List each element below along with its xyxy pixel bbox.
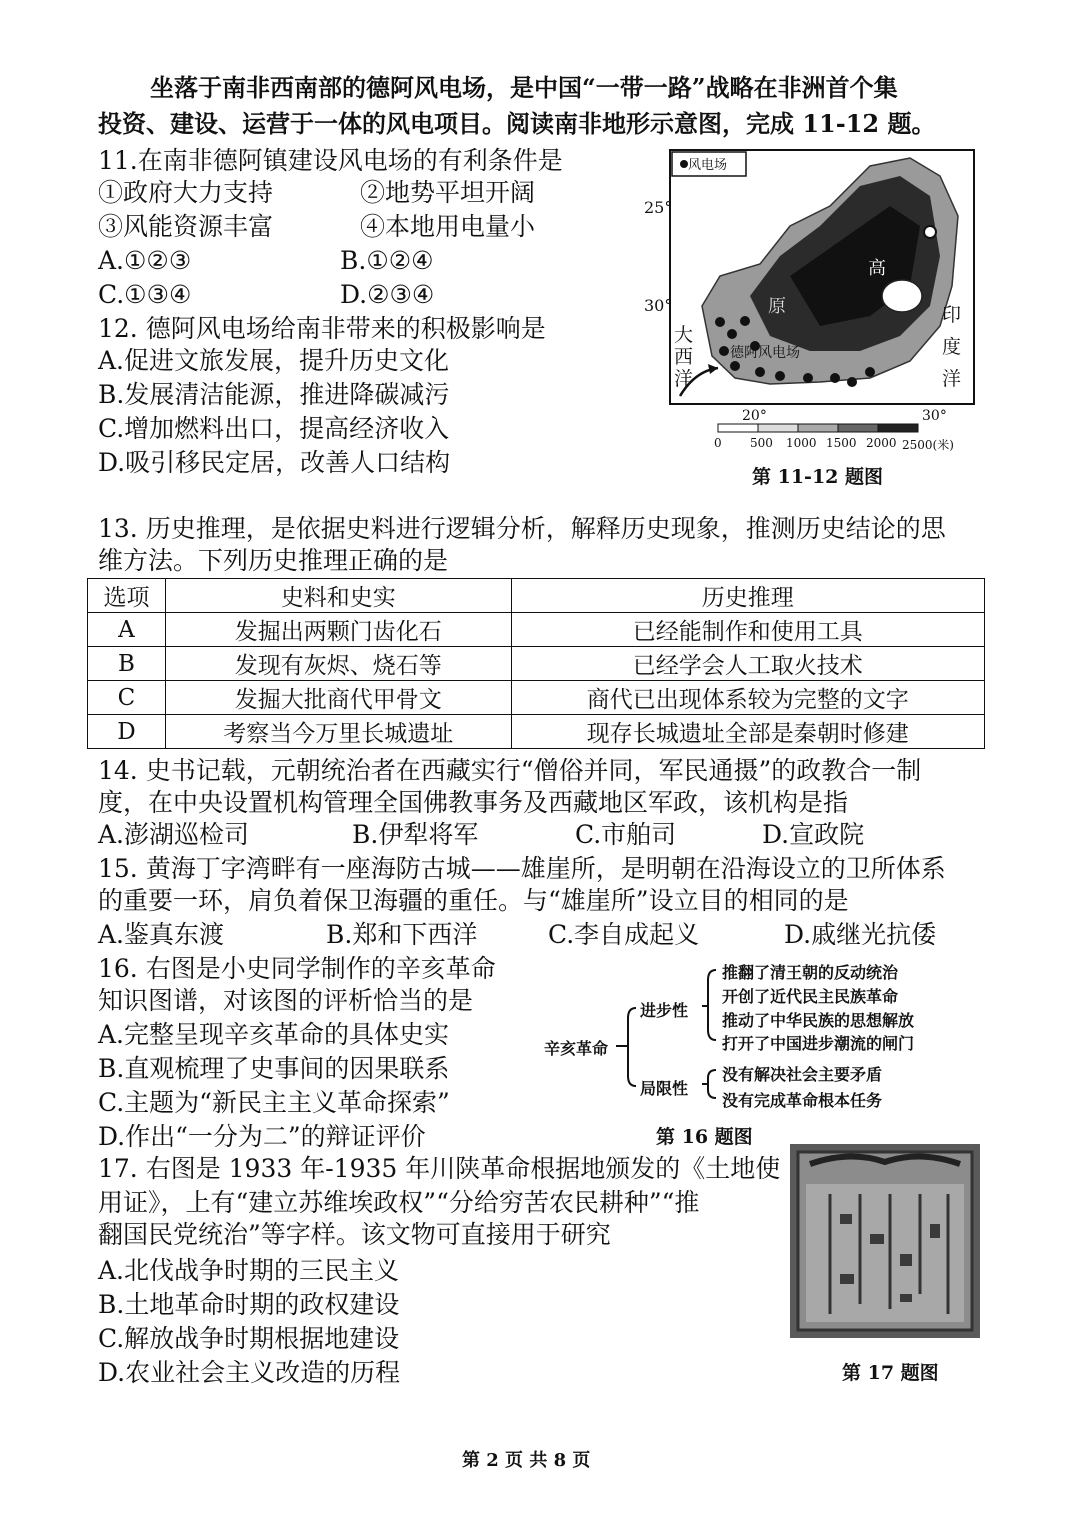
q12-option-a[interactable]: A.促进文旅发展，提升历史文化: [98, 346, 450, 375]
table-cell: 已经能制作和使用工具: [511, 613, 984, 647]
table-cell: A: [88, 613, 166, 647]
q11-option-d[interactable]: D.②③④: [340, 280, 435, 309]
q11-option-c[interactable]: C.①③④: [98, 280, 192, 309]
page-number: 第 2 页 共 8 页: [462, 1450, 591, 1471]
q16-option-a[interactable]: A.完整呈现辛亥革命的具体史实: [98, 1020, 450, 1049]
q16-stem-1: 16. 右图是小史同学制作的辛亥革命: [98, 954, 496, 983]
q15-stem-2: 的重要一环，肩负着保卫海疆的重任。与“雄崖所”设立目的相同的是: [98, 886, 849, 915]
south-africa-terrain-map: [640, 146, 980, 462]
q17-option-c[interactable]: C.解放战争时期根据地建设: [98, 1324, 400, 1353]
mindmap-limit: 局限性: [640, 1079, 689, 1098]
table-cell: 现存长城遗址全部是秦朝时修建: [511, 715, 984, 749]
q11-item-2: ②地势平坦开阔: [360, 178, 536, 207]
q11-item-1: ①政府大力支持: [98, 178, 274, 207]
q15-option-b[interactable]: B.郑和下西洋: [326, 920, 478, 949]
scale-0: 0: [714, 436, 722, 450]
atlantic-label-3: 洋: [674, 368, 694, 390]
q16-option-b[interactable]: B.直观梳理了史事间的因果联系: [98, 1054, 450, 1083]
table-header: 史料和史实: [165, 579, 511, 613]
table-cell: 发掘出两颗门齿化石: [165, 613, 511, 647]
map-legend-label: 风电场: [688, 158, 728, 173]
q15-option-c[interactable]: C.李自成起义: [548, 920, 700, 949]
scale-1000: 1000: [786, 436, 817, 450]
q14-option-d[interactable]: D.宣政院: [762, 820, 865, 849]
q17-stem-2: 用证》，上有“建立苏维埃政权”“分给穷苦农民耕种”“推: [98, 1188, 700, 1217]
intro-line-2: 投资、建设、运营于一体的风电项目。阅读南非地形示意图，完成 11-12 题。: [98, 109, 936, 138]
q13-stem-1: 13. 历史推理，是依据史料进行逻辑分析，解释历史现象，推测历史结论的思: [98, 514, 946, 543]
table-header: 历史推理: [511, 579, 984, 613]
indian-label-3: 洋: [942, 368, 962, 390]
q12-stem: 12. 德阿风电场给南非带来的积极影响是: [98, 314, 546, 343]
q14-stem-1: 14. 史书记载，元朝统治者在西藏实行“僧俗并同，军民通摄”的政教合一制: [98, 756, 922, 785]
plateau-label-1: 高: [868, 258, 886, 279]
scale-500: 500: [750, 436, 773, 450]
q11-stem: 11.在南非德阿镇建设风电场的有利条件是: [98, 146, 563, 175]
q12-option-b[interactable]: B.发展清洁能源，推进降碳减污: [98, 380, 450, 409]
indian-label-2: 度: [942, 336, 962, 358]
q17-option-a[interactable]: A.北伐战争时期的三民主义: [98, 1256, 400, 1285]
plateau-label-2: 原: [768, 296, 786, 317]
table-row: [88, 681, 985, 715]
intro-line-1: 坐落于南非西南部的德阿风电场，是中国“一带一路”战略在非洲首个集: [150, 73, 898, 102]
table-header: 选项: [88, 579, 166, 613]
wind-farm-site-label: 德阿风电场: [730, 345, 800, 361]
q15-option-d[interactable]: D.戚继光抗倭: [784, 920, 937, 949]
q17-stem-3: 翻国民党统治”等字样。该文物可直接用于研究: [98, 1220, 611, 1249]
q12-option-d[interactable]: D.吸引移民定居，改善人口结构: [98, 448, 451, 477]
q11-item-4: ④本地用电量小: [360, 212, 536, 241]
table-cell: 发现有灰烬、烧石等: [165, 647, 511, 681]
table-cell: 发掘大批商代甲骨文: [165, 681, 511, 715]
scale-1500: 1500: [826, 436, 857, 450]
q14-option-a[interactable]: A.澎湖巡检司: [98, 820, 250, 849]
table-cell: C: [88, 681, 166, 715]
lon-30-label: 30°: [922, 408, 947, 424]
map-caption: 第 11-12 题图: [752, 466, 883, 488]
q16-caption: 第 16 题图: [656, 1126, 753, 1148]
q16-option-c[interactable]: C.主题为“新民主主义革命探索”: [98, 1088, 450, 1117]
q11-item-3: ③风能资源丰富: [98, 212, 274, 241]
mindmap-progress-item: 开创了近代民主民族革命: [722, 987, 899, 1006]
q17-option-d[interactable]: D.农业社会主义改造的历程: [98, 1358, 401, 1387]
mindmap-root: 辛亥革命: [544, 1039, 609, 1058]
atlantic-label-1: 大: [674, 324, 694, 346]
q16-stem-2: 知识图谱，对该图的评析恰当的是: [98, 986, 474, 1015]
q14-option-c[interactable]: C.市舶司: [575, 820, 677, 849]
land-use-certificate-photo: [790, 1144, 980, 1338]
table-row: [88, 613, 985, 647]
mindmap-progress: 进步性: [640, 1001, 689, 1020]
q16-option-d[interactable]: D.作出“一分为二”的辩证评价: [98, 1122, 426, 1151]
lon-20-label: 20°: [742, 408, 767, 424]
table-row: [88, 715, 985, 749]
table-cell: 考察当今万里长城遗址: [165, 715, 511, 749]
q17-caption: 第 17 题图: [842, 1362, 939, 1384]
lat-25-label: 25°: [644, 198, 673, 217]
q11-option-a[interactable]: A.①②③: [98, 246, 192, 275]
table-header-row: [88, 579, 985, 613]
mindmap-progress-item: 推翻了清王朝的反动统治: [722, 963, 899, 982]
q12-option-c[interactable]: C.增加燃料出口，提高经济收入: [98, 414, 450, 443]
indian-label-1: 印: [942, 304, 962, 326]
table-cell: D: [88, 715, 166, 749]
mindmap-progress-item: 打开了中国进步潮流的闸门: [722, 1034, 915, 1053]
q17-option-b[interactable]: B.土地革命时期的政权建设: [98, 1290, 400, 1319]
lat-30-label: 30°: [644, 296, 673, 315]
q13-stem-2: 维方法。下列历史推理正确的是: [98, 546, 449, 575]
mindmap-progress-item: 推动了中华民族的思想解放: [722, 1011, 915, 1030]
scale-2000: 2000: [866, 436, 897, 450]
q15-option-a[interactable]: A.鉴真东渡: [98, 920, 225, 949]
table-row: [88, 647, 985, 681]
table-cell: B: [88, 647, 166, 681]
table-cell: 商代已出现体系较为完整的文字: [511, 681, 984, 715]
q11-option-b[interactable]: B.①②④: [340, 246, 434, 275]
q14-option-b[interactable]: B.伊犁将军: [352, 820, 479, 849]
q15-stem-1: 15. 黄海丁字湾畔有一座海防古城——雄崖所，是明朝在沿海设立的卫所体系: [98, 854, 946, 883]
table-cell: 已经学会人工取火技术: [511, 647, 984, 681]
mindmap-limit-item: 没有完成革命根本任务: [722, 1091, 883, 1110]
q13-table: [87, 578, 985, 749]
xinhai-revolution-knowledge-map: [540, 954, 960, 1114]
q17-stem-1: 17. 右图是 1933 年-1935 年川陕革命根据地颁发的《土地使: [98, 1154, 781, 1183]
mindmap-limit-item: 没有解决社会主要矛盾: [722, 1065, 883, 1084]
atlantic-label-2: 西: [674, 346, 694, 368]
q14-stem-2: 度，在中央设置机构管理全国佛教事务及西藏地区军政，该机构是指: [98, 788, 849, 817]
scale-2500: 2500(米): [902, 438, 954, 452]
